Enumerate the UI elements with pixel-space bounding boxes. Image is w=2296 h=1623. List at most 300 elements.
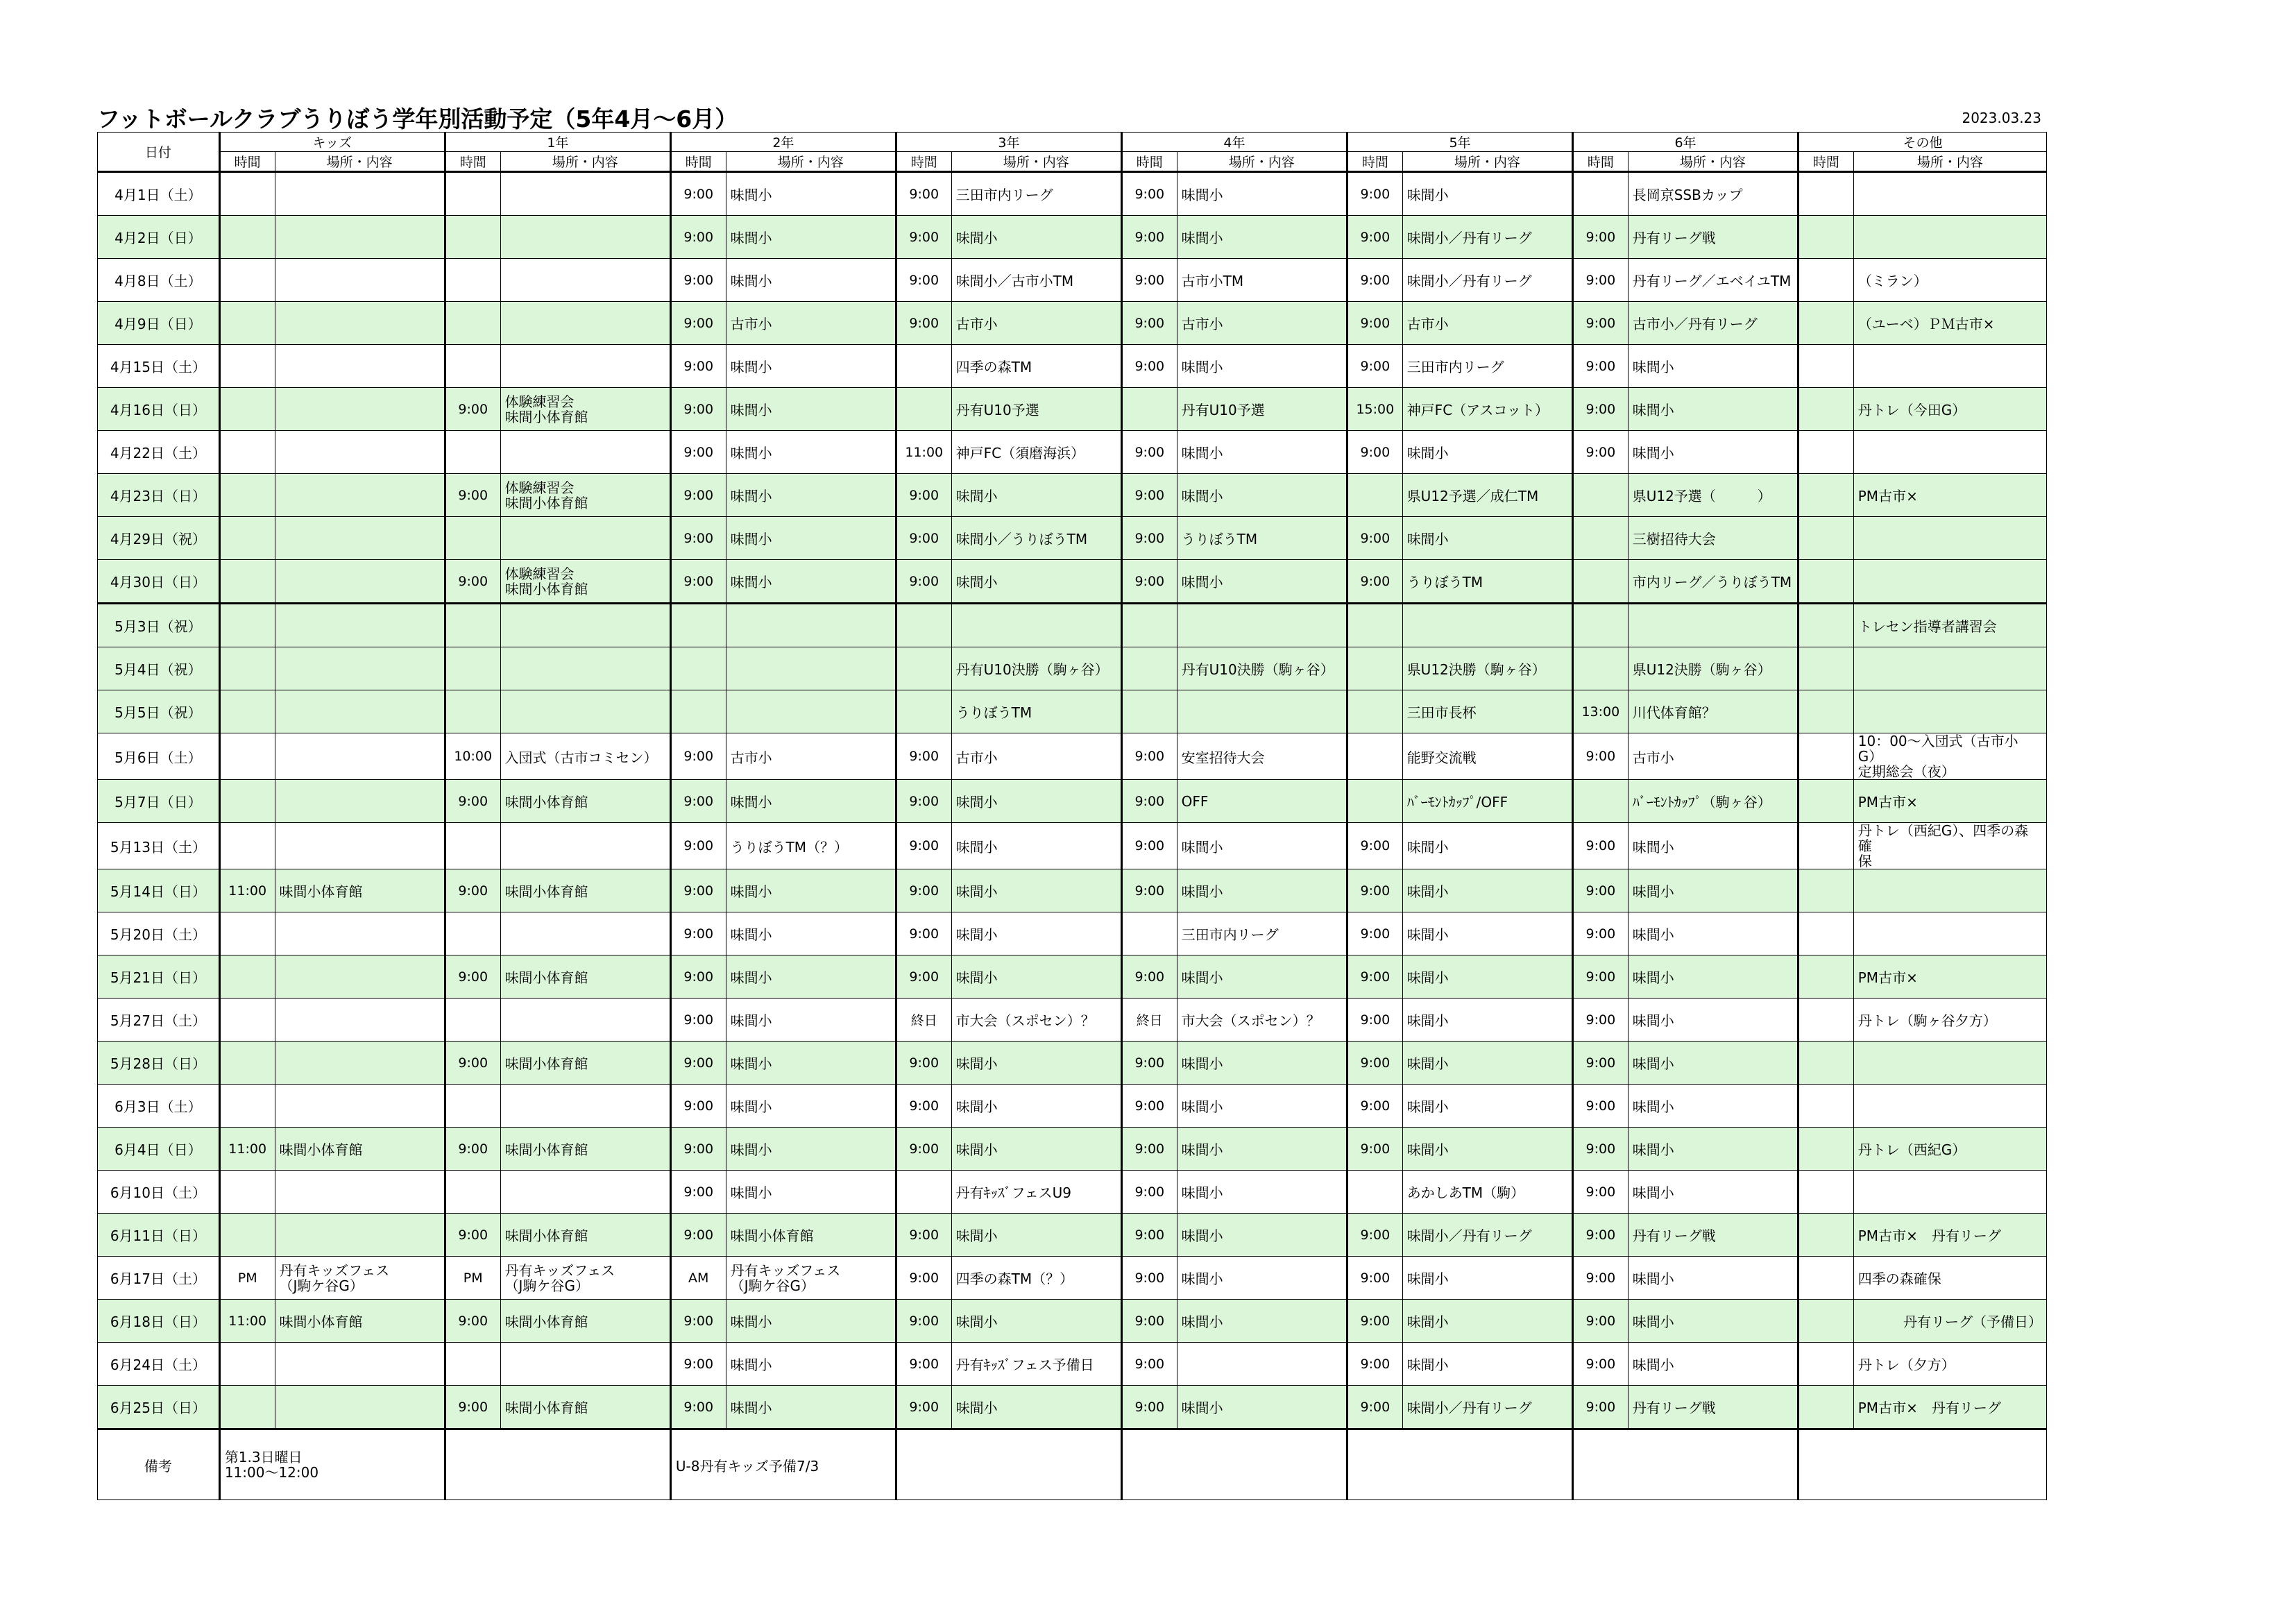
row-time: 9:00 bbox=[445, 474, 500, 517]
row-place: 丹トレ（西紀G） bbox=[1853, 1128, 2046, 1171]
row-time: 9:00 bbox=[445, 869, 500, 912]
header-time: 時間 bbox=[1121, 152, 1177, 172]
row-time bbox=[445, 647, 500, 690]
row-time: 9:00 bbox=[1573, 1171, 1629, 1214]
row-place: PM古市× bbox=[1853, 780, 2046, 823]
row-time bbox=[219, 517, 275, 560]
row-time bbox=[1121, 604, 1177, 647]
row-place bbox=[1853, 560, 2046, 604]
row-time bbox=[1573, 474, 1629, 517]
row-place bbox=[500, 1343, 670, 1386]
row-time: 9:00 bbox=[445, 1386, 500, 1429]
row-time: 9:00 bbox=[896, 1343, 951, 1386]
row-place bbox=[275, 647, 445, 690]
row-place: 丹有U10予選 bbox=[951, 388, 1121, 431]
row-place: 丹有リーグ戦 bbox=[1628, 1386, 1798, 1429]
row-time: 9:00 bbox=[1347, 1128, 1402, 1171]
row-time bbox=[219, 733, 275, 780]
row-place bbox=[500, 690, 670, 733]
schedule-table bbox=[97, 132, 2047, 1500]
row-time: 9:00 bbox=[1347, 1386, 1402, 1429]
row-date: 6月4日（日） bbox=[98, 1128, 220, 1171]
row-place bbox=[275, 604, 445, 647]
header-time: 時間 bbox=[445, 152, 500, 172]
row-time bbox=[896, 690, 951, 733]
row-time: 9:00 bbox=[1347, 1343, 1402, 1386]
row-place: OFF bbox=[1177, 780, 1347, 823]
row-time bbox=[1798, 955, 1854, 999]
row-time bbox=[1798, 216, 1854, 259]
row-place: 丹トレ（夕方） bbox=[1853, 1343, 2046, 1386]
notes-row bbox=[98, 1429, 2047, 1500]
row-time bbox=[219, 647, 275, 690]
row-place: 味間小 bbox=[1402, 1257, 1572, 1300]
table-row bbox=[98, 172, 2047, 216]
row-place: 味間小 bbox=[951, 1300, 1121, 1343]
row-date: 5月6日（土） bbox=[98, 733, 220, 780]
row-time: 9:00 bbox=[1121, 823, 1177, 869]
row-time bbox=[219, 912, 275, 955]
row-time bbox=[219, 823, 275, 869]
row-time: 11:00 bbox=[219, 1128, 275, 1171]
header-time: 時間 bbox=[1573, 152, 1629, 172]
row-place: 四季の森TM bbox=[951, 345, 1121, 388]
row-place: うりぼうTM bbox=[1402, 560, 1572, 604]
row-time: 9:00 bbox=[1573, 1386, 1629, 1429]
row-date: 6月3日（土） bbox=[98, 1085, 220, 1128]
row-place bbox=[275, 1042, 445, 1085]
row-place bbox=[275, 172, 445, 216]
row-place: 味間小体育館 bbox=[726, 1214, 896, 1257]
row-date: 5月21日（日） bbox=[98, 955, 220, 999]
row-date: 4月15日（土） bbox=[98, 345, 220, 388]
header-place: 場所・内容 bbox=[1853, 152, 2046, 172]
row-time bbox=[445, 517, 500, 560]
row-time: 9:00 bbox=[896, 869, 951, 912]
row-time bbox=[1121, 690, 1177, 733]
row-place bbox=[1853, 216, 2046, 259]
row-time: 13:00 bbox=[1573, 690, 1629, 733]
notes-cell: 第1.3日曜日 11:00～12:00 bbox=[219, 1429, 445, 1500]
row-place: 味間小 bbox=[1402, 999, 1572, 1042]
row-time: 9:00 bbox=[896, 912, 951, 955]
row-time: 終日 bbox=[896, 999, 951, 1042]
row-place: 味間小 bbox=[726, 259, 896, 302]
row-place: 10：00～入団式（古市小G） 定期総会（夜） bbox=[1853, 733, 2046, 780]
row-place: うりぼうTM bbox=[951, 690, 1121, 733]
row-place: 丹有ｷｯｽﾞフェス予備日 bbox=[951, 1343, 1121, 1386]
row-time: 9:00 bbox=[896, 733, 951, 780]
table-row bbox=[98, 823, 2047, 869]
row-time: 9:00 bbox=[1347, 345, 1402, 388]
row-place bbox=[1853, 345, 2046, 388]
row-time bbox=[445, 823, 500, 869]
row-time bbox=[1347, 780, 1402, 823]
row-place: 味間小 bbox=[726, 345, 896, 388]
row-place: 味間小 bbox=[726, 172, 896, 216]
row-time: 9:00 bbox=[445, 388, 500, 431]
row-place: 三田市内リーグ bbox=[1402, 345, 1572, 388]
row-time: AM bbox=[670, 1257, 726, 1300]
row-place: トレセン指導者講習会 bbox=[1853, 604, 2046, 647]
row-date: 5月3日（祝） bbox=[98, 604, 220, 647]
row-place: PM古市× 丹有リーグ bbox=[1853, 1214, 2046, 1257]
row-time: 9:00 bbox=[1347, 823, 1402, 869]
row-place: 体験練習会 味間小体育館 bbox=[500, 388, 670, 431]
table-row bbox=[98, 345, 2047, 388]
row-time bbox=[1347, 604, 1402, 647]
table-row bbox=[98, 302, 2047, 345]
row-time bbox=[1798, 1085, 1854, 1128]
row-time: 9:00 bbox=[1121, 780, 1177, 823]
table-row bbox=[98, 1042, 2047, 1085]
row-place: 丹トレ（今田G） bbox=[1853, 388, 2046, 431]
row-time: 9:00 bbox=[1573, 1300, 1629, 1343]
row-place bbox=[500, 912, 670, 955]
row-time bbox=[445, 172, 500, 216]
row-date: 5月13日（土） bbox=[98, 823, 220, 869]
row-place bbox=[275, 999, 445, 1042]
row-place bbox=[951, 604, 1121, 647]
row-time: 9:00 bbox=[1573, 733, 1629, 780]
row-date: 6月10日（土） bbox=[98, 1171, 220, 1214]
row-time bbox=[1798, 690, 1854, 733]
row-time bbox=[1798, 733, 1854, 780]
row-time: 9:00 bbox=[896, 1257, 951, 1300]
row-time: 9:00 bbox=[1347, 216, 1402, 259]
row-time: 9:00 bbox=[1347, 259, 1402, 302]
row-place: 味間小 bbox=[951, 216, 1121, 259]
row-time bbox=[1798, 823, 1854, 869]
row-time: 9:00 bbox=[445, 780, 500, 823]
row-time: 11:00 bbox=[219, 869, 275, 912]
table-row bbox=[98, 388, 2047, 431]
row-place: 味間小 bbox=[1402, 912, 1572, 955]
issue-date: 2023.03.23 bbox=[1962, 110, 2041, 126]
row-date: 4月9日（日） bbox=[98, 302, 220, 345]
row-time bbox=[219, 1042, 275, 1085]
row-place: 味間小 bbox=[951, 912, 1121, 955]
row-time: 9:00 bbox=[670, 823, 726, 869]
row-time: 9:00 bbox=[445, 1042, 500, 1085]
row-place: 味間小 bbox=[951, 1128, 1121, 1171]
table-row bbox=[98, 216, 2047, 259]
row-place: PM古市× bbox=[1853, 474, 2046, 517]
row-time: 9:00 bbox=[670, 733, 726, 780]
row-place: 味間小 bbox=[726, 999, 896, 1042]
row-time bbox=[219, 999, 275, 1042]
row-time: 9:00 bbox=[670, 1085, 726, 1128]
row-place bbox=[1853, 912, 2046, 955]
row-place: 入団式（古市コミセン） bbox=[500, 733, 670, 780]
row-date: 6月24日（土） bbox=[98, 1343, 220, 1386]
row-time bbox=[1798, 780, 1854, 823]
row-place: あかしあTM（駒） bbox=[1402, 1171, 1572, 1214]
row-place: 三田市内リーグ bbox=[951, 172, 1121, 216]
row-place: 古市小TM bbox=[1177, 259, 1347, 302]
table-row bbox=[98, 1128, 2047, 1171]
row-time: 9:00 bbox=[445, 1128, 500, 1171]
row-time bbox=[219, 259, 275, 302]
row-place: 味間小 bbox=[1402, 431, 1572, 474]
row-place: 味間小 bbox=[1177, 560, 1347, 604]
row-place bbox=[500, 259, 670, 302]
row-time bbox=[1798, 1300, 1854, 1343]
row-time: 9:00 bbox=[1121, 1042, 1177, 1085]
row-time: 9:00 bbox=[1573, 302, 1629, 345]
row-place bbox=[726, 690, 896, 733]
row-time: 9:00 bbox=[1121, 474, 1177, 517]
row-place: 味間小 bbox=[1177, 1042, 1347, 1085]
header-group: 1年 bbox=[445, 133, 670, 152]
header-time: 時間 bbox=[670, 152, 726, 172]
table-row bbox=[98, 1214, 2047, 1257]
row-time: 終日 bbox=[1121, 999, 1177, 1042]
table-row bbox=[98, 690, 2047, 733]
row-time: 9:00 bbox=[1121, 1085, 1177, 1128]
row-place: （ミラン） bbox=[1853, 259, 2046, 302]
row-place: 味間小 bbox=[726, 1128, 896, 1171]
row-place: 味間小 bbox=[1628, 1257, 1798, 1300]
row-time bbox=[670, 604, 726, 647]
row-time: 9:00 bbox=[896, 1042, 951, 1085]
row-place: 味間小 bbox=[951, 1042, 1121, 1085]
row-place: 味間小 bbox=[1177, 1214, 1347, 1257]
row-place: 四季の森TM（？） bbox=[951, 1257, 1121, 1300]
row-place bbox=[726, 604, 896, 647]
table-row bbox=[98, 912, 2047, 955]
row-place bbox=[275, 345, 445, 388]
header-group: 2年 bbox=[670, 133, 896, 152]
row-time: 9:00 bbox=[1121, 216, 1177, 259]
row-time: 9:00 bbox=[1347, 1085, 1402, 1128]
row-place: 味間小 bbox=[726, 216, 896, 259]
header-place: 場所・内容 bbox=[1628, 152, 1798, 172]
row-time bbox=[445, 604, 500, 647]
row-time: 9:00 bbox=[896, 172, 951, 216]
row-time bbox=[1798, 1343, 1854, 1386]
table-row bbox=[98, 733, 2047, 780]
row-place: 味間小 bbox=[1628, 345, 1798, 388]
row-date: 6月18日（日） bbox=[98, 1300, 220, 1343]
row-time: 9:00 bbox=[1121, 1343, 1177, 1386]
row-time: 9:00 bbox=[670, 302, 726, 345]
notes-cell bbox=[1573, 1429, 1798, 1500]
row-place bbox=[275, 955, 445, 999]
notes-cell bbox=[1121, 1429, 1347, 1500]
row-time bbox=[219, 1214, 275, 1257]
row-place bbox=[275, 216, 445, 259]
row-place: 能野交流戦 bbox=[1402, 733, 1572, 780]
row-time: 9:00 bbox=[1347, 869, 1402, 912]
row-date: 4月22日（土） bbox=[98, 431, 220, 474]
row-place: 丹トレ（駒ヶ谷夕方） bbox=[1853, 999, 2046, 1042]
table-row bbox=[98, 647, 2047, 690]
row-place: 味間小 bbox=[726, 474, 896, 517]
row-time bbox=[1798, 517, 1854, 560]
row-place: 丹有U10決勝（駒ヶ谷） bbox=[1177, 647, 1347, 690]
row-place bbox=[1402, 604, 1572, 647]
row-place: 味間小 bbox=[726, 912, 896, 955]
row-date: 6月17日（土） bbox=[98, 1257, 220, 1300]
row-time: 9:00 bbox=[1573, 912, 1629, 955]
row-place: （ユーベ）ＰＭ古市× bbox=[1853, 302, 2046, 345]
row-time: 9:00 bbox=[670, 345, 726, 388]
row-place bbox=[500, 604, 670, 647]
row-time: 9:00 bbox=[1573, 1343, 1629, 1386]
row-time: 9:00 bbox=[896, 474, 951, 517]
row-place: 川代体育館？ bbox=[1628, 690, 1798, 733]
row-time bbox=[445, 216, 500, 259]
row-date: 4月1日（土） bbox=[98, 172, 220, 216]
row-place bbox=[275, 474, 445, 517]
row-time bbox=[445, 1343, 500, 1386]
header-group: その他 bbox=[1798, 133, 2047, 152]
row-place: 丹有リーグ（予備日） bbox=[1853, 1300, 2046, 1343]
row-time: 9:00 bbox=[896, 1386, 951, 1429]
row-time: 9:00 bbox=[670, 560, 726, 604]
row-time bbox=[1121, 388, 1177, 431]
row-time bbox=[1347, 733, 1402, 780]
row-time bbox=[445, 1085, 500, 1128]
row-place: 味間小 bbox=[1628, 1300, 1798, 1343]
row-place bbox=[275, 690, 445, 733]
row-time: 9:00 bbox=[670, 1171, 726, 1214]
row-place: 味間小体育館 bbox=[275, 1300, 445, 1343]
row-time: 9:00 bbox=[1121, 1386, 1177, 1429]
row-date: 5月28日（日） bbox=[98, 1042, 220, 1085]
row-time: 9:00 bbox=[445, 1300, 500, 1343]
row-time bbox=[445, 912, 500, 955]
row-time: 9:00 bbox=[1347, 955, 1402, 999]
row-time bbox=[1573, 517, 1629, 560]
row-time: 9:00 bbox=[445, 1214, 500, 1257]
row-place: ﾊﾞｰﾓﾝﾄｶｯﾌﾟ/OFF bbox=[1402, 780, 1572, 823]
row-place: 味間小 bbox=[1177, 431, 1347, 474]
row-place bbox=[500, 517, 670, 560]
row-place: 味間小 bbox=[1177, 1171, 1347, 1214]
row-time: 9:00 bbox=[1347, 431, 1402, 474]
header-date: 日付 bbox=[98, 133, 220, 172]
header-place: 場所・内容 bbox=[1177, 152, 1347, 172]
row-place: 味間小 bbox=[1177, 216, 1347, 259]
row-time bbox=[896, 345, 951, 388]
row-place: 味間小 bbox=[726, 517, 896, 560]
table-row bbox=[98, 431, 2047, 474]
row-time bbox=[1798, 869, 1854, 912]
row-date: 5月4日（祝） bbox=[98, 647, 220, 690]
row-time bbox=[219, 474, 275, 517]
row-place: 県U12予選（ ） bbox=[1628, 474, 1798, 517]
row-place: 味間小体育館 bbox=[275, 869, 445, 912]
header-group: 5年 bbox=[1347, 133, 1572, 152]
row-time bbox=[896, 604, 951, 647]
row-place: 味間小体育館 bbox=[500, 780, 670, 823]
row-time: 10:00 bbox=[445, 733, 500, 780]
row-place: 丹有ｷｯｽﾞフェスU9 bbox=[951, 1171, 1121, 1214]
row-time bbox=[1798, 604, 1854, 647]
row-date: 5月5日（祝） bbox=[98, 690, 220, 733]
row-time: 9:00 bbox=[670, 431, 726, 474]
row-time bbox=[670, 647, 726, 690]
row-place: 味間小 bbox=[726, 780, 896, 823]
row-place: 味間小 bbox=[1177, 1300, 1347, 1343]
row-time: 9:00 bbox=[1121, 517, 1177, 560]
row-time: 9:00 bbox=[670, 999, 726, 1042]
row-time: 9:00 bbox=[670, 912, 726, 955]
row-place: PM古市× 丹有リーグ bbox=[1853, 1386, 2046, 1429]
table-row bbox=[98, 1386, 2047, 1429]
row-place bbox=[1853, 647, 2046, 690]
row-time bbox=[219, 560, 275, 604]
row-time: 9:00 bbox=[1121, 1128, 1177, 1171]
row-time: 9:00 bbox=[1121, 1300, 1177, 1343]
row-place bbox=[500, 216, 670, 259]
row-place: 味間小 bbox=[1628, 388, 1798, 431]
row-place: 味間小 bbox=[1628, 869, 1798, 912]
row-place: 味間小 bbox=[1177, 1128, 1347, 1171]
row-time bbox=[445, 259, 500, 302]
row-time bbox=[1798, 302, 1854, 345]
row-time: 9:00 bbox=[896, 216, 951, 259]
table-row bbox=[98, 1257, 2047, 1300]
row-place: 味間小 bbox=[1628, 1343, 1798, 1386]
row-time: 9:00 bbox=[670, 474, 726, 517]
row-time: 9:00 bbox=[896, 517, 951, 560]
row-place: 丹有キッズフェス （J駒ケ谷G） bbox=[275, 1257, 445, 1300]
row-place: 味間小体育館 bbox=[500, 1386, 670, 1429]
row-time bbox=[1573, 172, 1629, 216]
table-row bbox=[98, 604, 2047, 647]
header-group: キッズ bbox=[219, 133, 445, 152]
header-time: 時間 bbox=[896, 152, 951, 172]
row-place: 味間小 bbox=[726, 869, 896, 912]
header-group: 4年 bbox=[1121, 133, 1347, 152]
row-date: 4月29日（祝） bbox=[98, 517, 220, 560]
row-time: 9:00 bbox=[670, 869, 726, 912]
row-time bbox=[1798, 912, 1854, 955]
table-row bbox=[98, 474, 2047, 517]
row-place bbox=[275, 912, 445, 955]
row-time bbox=[1798, 259, 1854, 302]
table-row bbox=[98, 1171, 2047, 1214]
row-time bbox=[1798, 1171, 1854, 1214]
row-place: 味間小 bbox=[1177, 955, 1347, 999]
row-time bbox=[1798, 647, 1854, 690]
row-place bbox=[1853, 431, 2046, 474]
row-time: 9:00 bbox=[1121, 172, 1177, 216]
row-time: 9:00 bbox=[1347, 517, 1402, 560]
row-place bbox=[1853, 1085, 2046, 1128]
row-time bbox=[219, 388, 275, 431]
row-time bbox=[1573, 780, 1629, 823]
row-time: 9:00 bbox=[1121, 1257, 1177, 1300]
row-place: 古市小 bbox=[726, 302, 896, 345]
row-time: 9:00 bbox=[1573, 1042, 1629, 1085]
row-place: 味間小 bbox=[726, 1171, 896, 1214]
row-place: 市内リーグ／うりぼうTM bbox=[1628, 560, 1798, 604]
row-date: 4月8日（土） bbox=[98, 259, 220, 302]
header-group: 3年 bbox=[896, 133, 1121, 152]
page-title: フットボールクラブうりぼう学年別活動予定（5年4月～6月） bbox=[97, 105, 738, 133]
row-place bbox=[1177, 1343, 1347, 1386]
row-time: 9:00 bbox=[1347, 1300, 1402, 1343]
row-time: 9:00 bbox=[670, 259, 726, 302]
row-time bbox=[219, 604, 275, 647]
row-place bbox=[500, 1085, 670, 1128]
row-date: 4月23日（日） bbox=[98, 474, 220, 517]
row-time: 9:00 bbox=[670, 1042, 726, 1085]
